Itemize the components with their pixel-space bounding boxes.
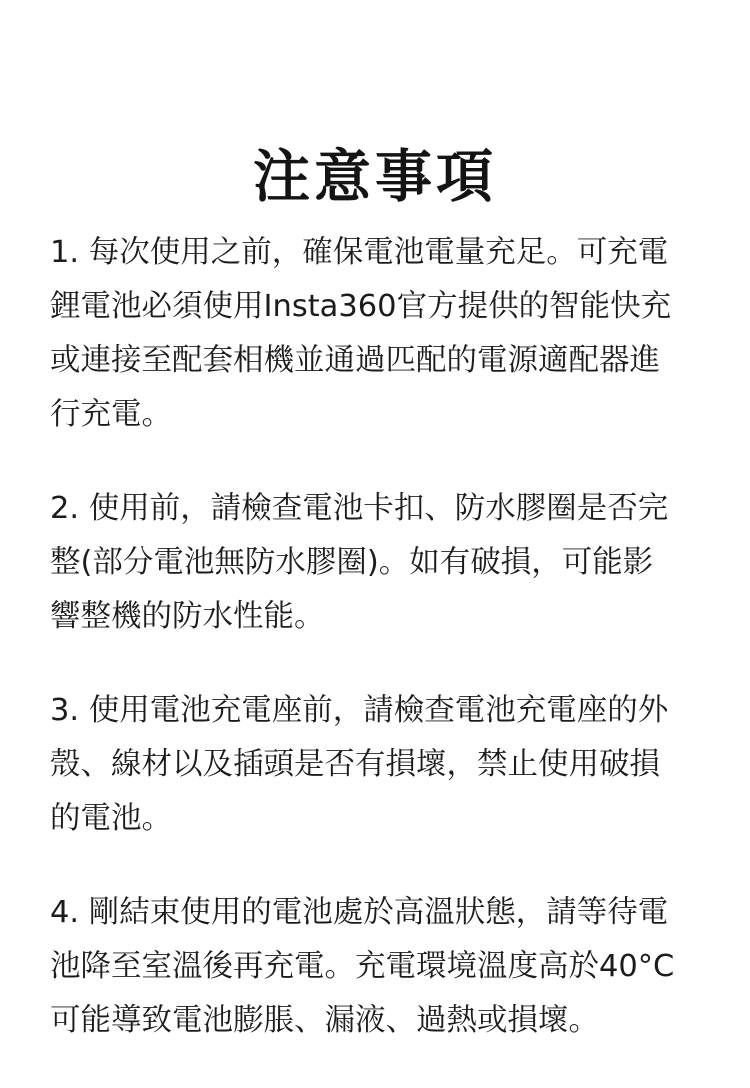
note-line: 1. 每次使用之前，確保電池電量充足。可充電 (50, 235, 669, 270)
note-line: 池降至室溫後再充電。充電環境溫度高於40°C (50, 949, 675, 984)
note-item-1 (50, 226, 700, 442)
note-line: 鋰電池必須使用Insta360官方提供的智能快充 (50, 289, 672, 324)
note-item-3 (50, 684, 700, 846)
note-line: 行充電。 (50, 397, 172, 432)
note-line: 3. 使用電池充電座前，請檢查電池充電座的外 (50, 693, 669, 728)
page-title: 注意事項 (253, 144, 497, 211)
note-item-4 (50, 886, 700, 1048)
note-line: 殼、線材以及插頭是否有損壞，禁止使用破損 (50, 747, 660, 782)
note-line: 4. 剛結束使用的電池處於高溫狀態，請等待電 (50, 895, 669, 930)
notes-list (50, 226, 700, 1088)
note-line: 的電池。 (50, 801, 172, 836)
note-line: 2. 使用前，請檢查電池卡扣、防水膠圈是否完 (50, 491, 669, 526)
note-line: 可能導致電池膨脹、漏液、過熱或損壞。 (50, 1003, 599, 1038)
note-line: 或連接至配套相機並通過匹配的電源適配器進 (50, 343, 660, 378)
note-line: 響整機的防水性能。 (50, 599, 325, 634)
note-item-2 (50, 482, 700, 644)
note-line: 整(部分電池無防水膠圈)。如有破損，可能影 (50, 545, 654, 580)
